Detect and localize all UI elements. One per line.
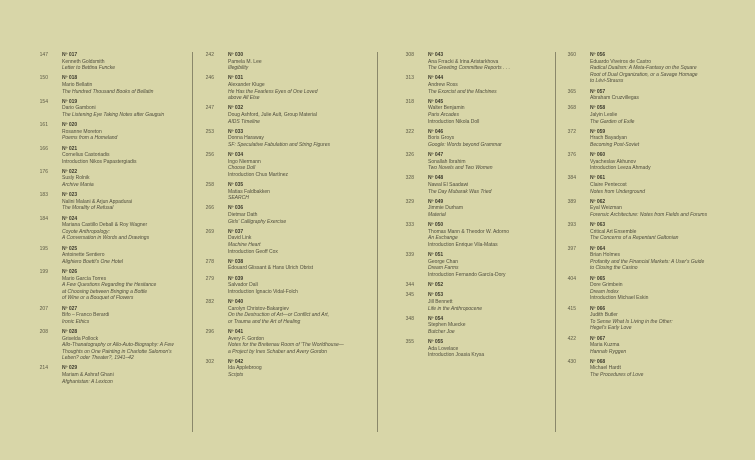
entry-title: Hannah Ryggen <box>590 348 627 355</box>
entry-title: On the Destruction of Art—or Conflict and Art, <box>228 312 330 319</box>
page-number: 246 <box>205 75 214 82</box>
page-number: 339 <box>405 252 414 259</box>
entry-author: Ana Frracki & Irina Aristarkhova <box>428 58 499 65</box>
entry-title: Dream Index <box>590 288 619 295</box>
page-number: 150 <box>39 75 48 82</box>
toc-entry <box>200 329 360 355</box>
entry-author: Jimmie Durham <box>428 205 464 212</box>
entry-author: Thomas Mann & Theodor W. Adorno <box>428 228 510 235</box>
toc-entry <box>562 306 747 332</box>
toc-entry <box>400 252 550 278</box>
entry-title: Radical Dualism: A Meta-Fantasy on the Square <box>590 65 697 72</box>
entry-author: Doug Ashford, Julie Ault, Group Material <box>228 111 317 118</box>
page-number: 393 <box>567 222 576 229</box>
entry-title: Ironic Ethics <box>62 318 90 325</box>
toc-entry <box>562 276 747 302</box>
page-number: 322 <box>405 128 414 135</box>
entry-title: Becoming Post-Soviet <box>590 141 640 148</box>
entry-title: Leben? oder Theater?, 1941–42 <box>62 355 134 362</box>
entry-author: Pamela M. Lee <box>228 58 262 65</box>
entry-author: Mario Bellatin <box>62 81 93 88</box>
entry-number: Nº 048 <box>428 175 444 182</box>
page-number: 161 <box>39 122 48 129</box>
entry-author: Eyal Weizman <box>590 205 622 212</box>
entry-author: Nalini Malani & Arjun Appadurai <box>62 198 133 205</box>
entry-author: Vyacheslav Akhunov <box>590 158 636 165</box>
toc-entry <box>34 365 184 385</box>
entry-title: The Exorcist and the Machines <box>428 88 497 95</box>
page-number: 258 <box>205 182 214 189</box>
column-divider <box>377 52 378 432</box>
entry-author: Michael Hardt <box>590 365 621 372</box>
toc-entry <box>34 169 184 189</box>
page-number: 195 <box>39 245 48 252</box>
entry-number: Nº 036 <box>228 205 244 212</box>
entry-number: Nº 052 <box>428 282 444 289</box>
toc-entry <box>200 359 360 379</box>
toc-entry <box>34 99 184 119</box>
entry-title: to Lévi-Strauss <box>590 78 624 85</box>
entry-author: Jill Bennett <box>428 298 453 305</box>
page-number: 344 <box>405 282 414 289</box>
entry-number: Nº 053 <box>428 292 444 299</box>
entry-number: Nº 063 <box>590 222 606 229</box>
entry-title: Allo-Thanatography or Allo-Auto-Biography: A Few <box>62 342 174 349</box>
entry-title: SEARCH <box>228 195 249 202</box>
toc-entry <box>400 129 550 149</box>
page-number: 389 <box>567 198 576 205</box>
entry-number: Nº 020 <box>62 122 78 129</box>
entry-author: Cornelius Castoriadis <box>62 152 110 159</box>
entry-author: Alexander Kluge <box>228 81 265 88</box>
page-number: 279 <box>205 275 214 282</box>
page-number: 278 <box>205 258 214 265</box>
page-number: 266 <box>205 205 214 212</box>
toc-entry <box>400 282 550 289</box>
entry-number: Nº 038 <box>228 258 244 265</box>
entry-title: He Has the Fearless Eyes of One Loved <box>228 88 318 95</box>
entry-number: Nº 060 <box>590 152 606 159</box>
entry-title: The Garden of Exile <box>590 118 635 125</box>
entry-author: Kenneth Goldsmith <box>62 58 105 65</box>
page-number: 247 <box>205 105 214 112</box>
toc-entry <box>400 52 550 72</box>
entry-number: Nº 026 <box>62 268 78 275</box>
toc-entry <box>34 329 184 362</box>
page-number: 422 <box>567 335 576 342</box>
entry-number: Nº 066 <box>590 305 606 312</box>
entry-number: Nº 050 <box>428 222 444 229</box>
entry-number: Nº 067 <box>590 335 606 342</box>
entry-number: Nº 028 <box>62 328 78 335</box>
toc-entry <box>562 336 747 356</box>
entry-author: Bifo – Franco Berardi <box>62 312 110 319</box>
toc-entry <box>34 246 184 266</box>
entry-author: Introduction Enrique Vila-Matas <box>428 242 498 248</box>
page-number: 308 <box>405 52 414 58</box>
toc-entry <box>400 152 550 172</box>
toc-entry <box>562 152 747 172</box>
page-number: 282 <box>205 298 214 305</box>
entry-author: George Chan <box>428 258 459 265</box>
entry-title: Dream Farms <box>428 265 459 272</box>
entry-title: Forensic Architecture: Notes from Fields and Forums <box>590 212 708 219</box>
entry-title: Choose Doll <box>228 165 256 172</box>
toc-entry <box>562 89 747 102</box>
entry-number: Nº 032 <box>228 105 244 112</box>
entry-number: Nº 062 <box>590 198 606 205</box>
toc-entry <box>200 152 360 178</box>
entry-number: Nº 043 <box>428 52 444 58</box>
entry-title: The Hundred Thousand Books of Bellatin <box>62 88 154 95</box>
page-number: 384 <box>567 175 576 182</box>
entry-author: Dario Gamboni <box>62 105 96 112</box>
entry-number: Nº 061 <box>590 175 606 182</box>
toc-entry <box>400 199 550 219</box>
entry-title: Profanity and the Financial Markets: A User's Guide <box>590 258 705 265</box>
entry-number: Nº 047 <box>428 152 444 159</box>
page-number: 329 <box>405 198 414 205</box>
entry-number: Nº 049 <box>428 198 444 205</box>
toc-entry <box>562 222 747 242</box>
page-number: 208 <box>39 328 48 335</box>
entry-author: Introduction Geoff Cox <box>228 248 278 255</box>
entry-title: SF: Speculative Fabulation and String Figures <box>228 141 330 148</box>
entry-author: Carolyn Christov-Bakargiev <box>228 305 289 312</box>
entry-author: Introduction Leeza Ahmady <box>590 165 651 172</box>
entry-number: Nº 033 <box>228 128 244 135</box>
entry-title: An Exchange <box>428 235 458 242</box>
toc-entry <box>400 316 550 336</box>
page-number: 376 <box>567 152 576 159</box>
toc-entry <box>562 52 747 85</box>
entry-author: Avery F. Gordon <box>228 335 265 342</box>
toc-entry <box>34 306 184 326</box>
entry-author: Critical Art Ensemble <box>590 228 637 235</box>
entry-author: Mario García Torres <box>62 275 107 282</box>
page-number: 154 <box>39 98 48 105</box>
entry-title: Butcher Joe <box>428 328 455 335</box>
entry-author: Stephen Muecke <box>428 322 466 329</box>
entry-author: Rosanne Moreton <box>62 128 102 135</box>
entry-author: Eduardo Viveiros de Castro <box>590 58 652 65</box>
entry-title: Two Novels and Two Women <box>428 165 493 172</box>
page-number: 333 <box>405 222 414 229</box>
page-number: 207 <box>39 305 48 312</box>
entry-number: Nº 029 <box>62 365 78 372</box>
toc-entry <box>562 175 747 195</box>
toc-column-1 <box>34 52 184 389</box>
entry-title: The Procedures of Love <box>590 372 644 379</box>
entry-author: Ingo Niermann <box>228 158 261 165</box>
toc-column-3 <box>400 52 550 362</box>
entry-author: Walter Benjamin <box>428 105 465 112</box>
toc-entry <box>200 299 360 325</box>
toc-entry <box>400 222 550 248</box>
entry-author: Matias Faldbakken <box>228 188 270 195</box>
toc-entry <box>34 146 184 166</box>
entry-author: Susly Rolnik <box>62 175 90 182</box>
entry-number: Nº 045 <box>428 98 444 105</box>
entry-number: Nº 065 <box>590 275 606 282</box>
entry-title: The Listening Eye Taking Notes after Gauguin <box>62 111 165 118</box>
entry-author: Jalyin Leslie <box>590 111 618 118</box>
entry-title: Coyote Anthropology: <box>62 228 110 235</box>
entry-title: Scripts <box>228 372 244 379</box>
entry-number: Nº 027 <box>62 305 78 312</box>
toc-entry <box>562 129 747 149</box>
toc-entry <box>200 105 360 125</box>
page-number: 397 <box>567 245 576 252</box>
page-number: 147 <box>39 52 48 58</box>
entry-author: Maria Kuzma <box>590 342 620 349</box>
entry-number: Nº 031 <box>228 75 244 82</box>
toc-entry <box>400 292 550 312</box>
entry-author: Claire Pentecost <box>590 182 627 189</box>
entry-title: Material <box>428 212 446 219</box>
page-number: 214 <box>39 365 48 372</box>
entry-number: Nº 019 <box>62 98 78 105</box>
entry-author: Brian Holmes <box>590 252 621 259</box>
page-number: 328 <box>405 175 414 182</box>
page-number: 183 <box>39 192 48 199</box>
page-number: 199 <box>39 268 48 275</box>
page-number: 302 <box>205 358 214 365</box>
entry-title: a Project by Ines Schaber and Avery Gordon <box>228 348 327 355</box>
entry-number: Nº 056 <box>590 52 606 58</box>
page-number: 345 <box>405 292 414 299</box>
entry-title: Afghanistan: A Lexicon <box>62 378 113 385</box>
toc-entry <box>34 122 184 142</box>
entry-title: Google: Words beyond Grammar <box>428 141 502 148</box>
entry-author: Introduction Chus Martínez <box>228 171 289 178</box>
toc-entry <box>400 339 550 359</box>
page-number: 404 <box>567 275 576 282</box>
entry-title: at Choosing between Bringing a Bottle <box>62 288 148 295</box>
entry-title: of Wine or a Bouquet of Flowers <box>62 295 134 302</box>
toc-entry <box>400 175 550 195</box>
entry-number: Nº 055 <box>428 339 444 346</box>
entry-number: Nº 025 <box>62 245 78 252</box>
entry-title: A Conversation in Words and Drawings <box>62 235 150 242</box>
entry-author: Dore Grimbein <box>590 282 623 289</box>
entry-author: Griselda Pollock <box>62 335 99 342</box>
entry-title: Notes from Underground <box>590 188 646 195</box>
entry-author: Introduction Fernando García-Dory <box>428 271 506 278</box>
entry-number: Nº 017 <box>62 52 78 58</box>
entry-title: Alighiero Boetti's One Hotel <box>62 258 123 265</box>
toc-entry <box>400 75 550 95</box>
entry-number: Nº 046 <box>428 128 444 135</box>
toc-entry <box>562 359 747 379</box>
entry-number: Nº 068 <box>590 358 606 365</box>
entry-title: Illegibility <box>228 65 249 72</box>
column-divider <box>192 52 193 432</box>
entry-number: Nº 042 <box>228 358 244 365</box>
page-number: 360 <box>567 52 576 58</box>
entry-author: Sonallah Ibrahim <box>428 158 466 165</box>
entry-title: Letter to Bettina Funcke <box>62 65 116 72</box>
page-number: 430 <box>567 358 576 365</box>
entry-number: Nº 035 <box>228 182 244 189</box>
page-number: 256 <box>205 152 214 159</box>
entry-title: A Few Questions Regarding the Hesitance <box>62 282 157 289</box>
entry-title: Notes for the Breitenau Room of 'The Worldhouse— <box>228 342 344 349</box>
page-number: 368 <box>567 105 576 112</box>
entry-author: Antoinette Sentiero <box>62 252 105 259</box>
entry-author: Boris Groys <box>428 135 455 142</box>
entry-title: Life in the Anthropocene <box>428 305 483 312</box>
entry-title: The Morality of Refusal <box>62 205 114 212</box>
toc-entry <box>200 75 360 101</box>
page-number: 326 <box>405 152 414 159</box>
entry-author: Judith Butler <box>590 312 618 319</box>
toc-column-4 <box>562 52 747 382</box>
toc-entry <box>200 276 360 296</box>
entry-author: Nawal El Saadawi <box>428 182 469 189</box>
entry-title: to Closing the Casino <box>590 265 638 272</box>
entry-author: Mariana Castillo Deball & Roy Wagner <box>62 222 148 229</box>
entry-number: Nº 058 <box>590 105 606 112</box>
page-number: 166 <box>39 145 48 152</box>
entry-author: Mariam & Ashraf Ghani <box>62 372 114 379</box>
entry-title: To Sense What Is Living in the Other: <box>590 318 673 325</box>
entry-title: or Trauma and the Art of Healing <box>228 318 301 325</box>
entry-author: Introduction Joasia Krysa <box>428 352 485 359</box>
entry-title: Paris Arcades <box>428 111 459 118</box>
page-number: 318 <box>405 98 414 105</box>
entry-author: Introduction Ignacio Vidal-Folch <box>228 288 298 295</box>
toc-entry <box>562 199 747 219</box>
entry-number: Nº 018 <box>62 75 78 82</box>
entry-number: Nº 054 <box>428 315 444 322</box>
page-number: 415 <box>567 305 576 312</box>
toc-entry <box>34 216 184 242</box>
entry-author: Salvador Dalí <box>228 282 259 289</box>
entry-author: Hrach Bayadyan <box>590 135 627 142</box>
toc-entry <box>200 259 360 272</box>
entry-title: The Concerns of a Repentant Galtonian <box>590 235 679 242</box>
entry-title: The Greeting Committee Reports . . . <box>428 65 510 72</box>
page-number: 365 <box>567 88 576 95</box>
entry-author: Ada Lovelace <box>428 345 459 352</box>
entry-title: Hegel's Early Love <box>590 325 632 332</box>
page-number: 184 <box>39 215 48 222</box>
toc-entry <box>562 105 747 125</box>
page-number: 176 <box>39 168 48 175</box>
entry-author: Introduction Michael Eskin <box>590 295 649 302</box>
entry-number: Nº 039 <box>228 275 244 282</box>
entry-author: Ida Applebroog <box>228 365 262 372</box>
entry-number: Nº 041 <box>228 328 244 335</box>
toc-entry <box>34 52 184 72</box>
toc-entry <box>34 192 184 212</box>
toc-column-2 <box>200 52 360 382</box>
entry-number: Nº 030 <box>228 52 244 58</box>
entry-number: Nº 024 <box>62 215 78 222</box>
entry-number: Nº 059 <box>590 128 606 135</box>
page-number: 348 <box>405 315 414 322</box>
entry-title: Thoughts on One Painting in Charlotte Salomon's <box>62 348 172 355</box>
page-number: 269 <box>205 228 214 235</box>
toc-entry <box>200 205 360 225</box>
toc-entry <box>200 52 360 72</box>
toc-entry <box>200 182 360 202</box>
entry-title: Girls' Calligraphy Exercise <box>228 218 287 225</box>
column-divider <box>555 52 556 432</box>
entry-title: AIDS Timeline <box>228 118 260 125</box>
entry-number: Nº 040 <box>228 298 244 305</box>
entry-author: Introduction Nikola Doll <box>428 118 480 125</box>
entry-author: Andrew Ross <box>428 81 458 88</box>
page-number: 296 <box>205 328 214 335</box>
entry-title: Machine Heart <box>228 242 261 248</box>
entry-author: Donna Haraway <box>228 135 264 142</box>
entry-number: Nº 022 <box>62 168 78 175</box>
page-number: 372 <box>567 128 576 135</box>
entry-number: Nº 021 <box>62 145 78 152</box>
entry-author: Abraham Cruzvillegas <box>590 95 639 102</box>
entry-title: Root of Dual Organization, or a Savage Homage <box>590 71 698 78</box>
entry-number: Nº 044 <box>428 75 444 82</box>
entry-number: Nº 064 <box>590 245 606 252</box>
page-number: 355 <box>405 339 414 346</box>
entry-title: Poems from a Homeland <box>62 135 118 142</box>
entry-number: Nº 034 <box>228 152 244 159</box>
entry-title: above All Else <box>228 95 260 102</box>
toc-entry <box>200 229 360 255</box>
entry-number: Nº 051 <box>428 252 444 259</box>
toc-entry <box>562 246 747 272</box>
page-number: 313 <box>405 75 414 82</box>
entry-title: The Day Mubarak Was Tried <box>428 188 492 195</box>
toc-entry <box>400 99 550 125</box>
entry-number: Nº 057 <box>590 88 606 95</box>
page-number: 253 <box>205 128 214 135</box>
entry-number: Nº 037 <box>228 228 244 235</box>
entry-author: Édouard Glissant & Hans Ulrich Obrist <box>228 265 314 272</box>
toc-entry <box>34 75 184 95</box>
entry-title: Archive Mania <box>62 182 94 189</box>
page-number: 242 <box>205 52 214 58</box>
entry-author: Dietmar Dath <box>228 212 258 219</box>
entry-number: Nº 023 <box>62 192 78 199</box>
toc-entry <box>200 129 360 149</box>
entry-author: David Link <box>228 235 252 242</box>
entry-author: Introduction Nikos Papastergiadis <box>62 158 137 165</box>
toc-entry <box>34 269 184 302</box>
